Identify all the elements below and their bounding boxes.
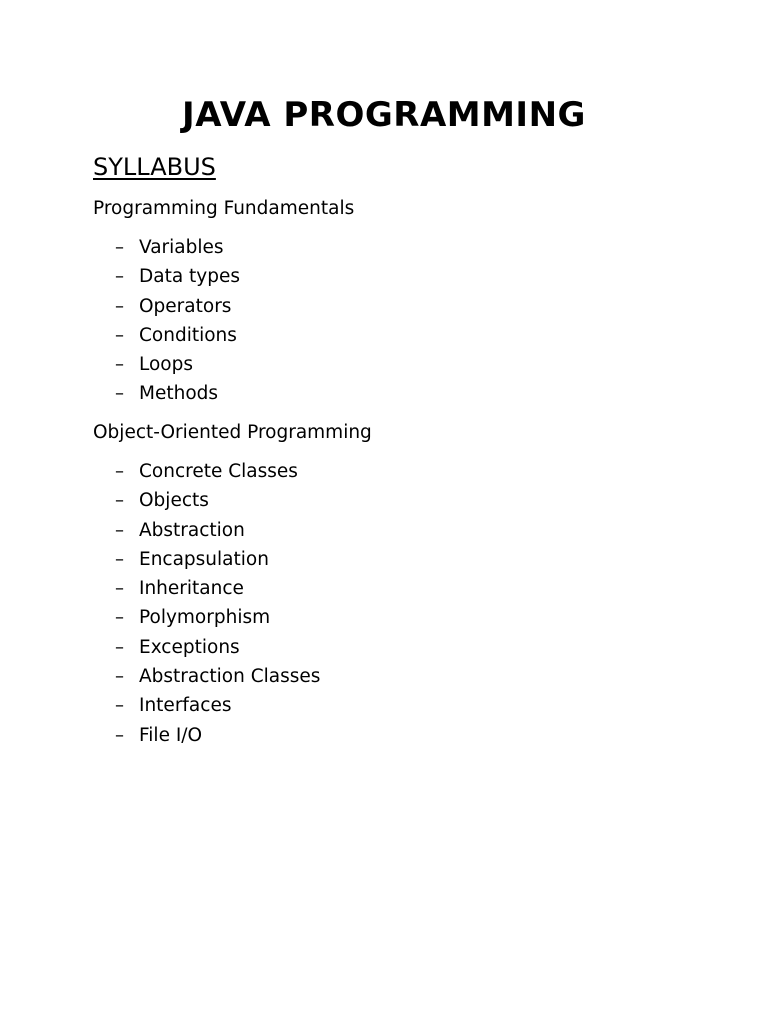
syllabus-heading: SYLLABUS (93, 153, 216, 181)
list-item (93, 324, 693, 353)
topic-label: Concrete Classes (139, 461, 298, 482)
topic-label: Interfaces (139, 695, 232, 717)
list-item (93, 489, 693, 518)
topic-label: Abstraction (139, 519, 245, 541)
list-item (93, 636, 693, 665)
list-item (93, 577, 693, 606)
topic-list (93, 236, 693, 412)
topic-label: Objects (139, 490, 209, 512)
dash-bullet-icon: – (115, 324, 124, 346)
topic-label: Variables (139, 237, 224, 258)
section-programming-fundamentals (93, 197, 693, 412)
topic-label: Polymorphism (139, 607, 271, 629)
dash-bullet-icon: – (115, 548, 124, 570)
list-item (93, 265, 693, 294)
dash-bullet-icon: – (115, 266, 124, 288)
list-item (93, 519, 693, 548)
list-item (93, 236, 693, 265)
topic-label: Encapsulation (139, 548, 269, 570)
list-item (93, 694, 693, 723)
dash-bullet-icon: – (115, 519, 124, 541)
list-item (93, 606, 693, 635)
dash-bullet-icon: – (115, 636, 124, 658)
topic-label: Loops (139, 354, 194, 376)
topic-list (93, 460, 693, 753)
dash-bullet-icon: – (115, 724, 124, 746)
topic-label: Exceptions (139, 636, 240, 658)
dash-bullet-icon: – (115, 354, 124, 376)
dash-bullet-icon: – (115, 383, 124, 405)
document-title: JAVA PROGRAMMING (182, 95, 586, 135)
list-item (93, 665, 693, 694)
topic-label: Methods (139, 383, 219, 405)
list-item (93, 382, 693, 411)
list-item (93, 548, 693, 577)
list-item (93, 724, 693, 753)
topic-label: Data types (139, 266, 241, 288)
section-heading: Object-Oriented Programming (93, 422, 372, 443)
dash-bullet-icon: – (115, 578, 124, 600)
topic-label: Operators (139, 295, 232, 317)
topic-label: Abstraction Classes (139, 666, 321, 688)
list-item (93, 295, 693, 324)
section-heading: Programming Fundamentals (93, 198, 355, 219)
topic-label: Conditions (139, 324, 237, 346)
dash-bullet-icon: – (115, 695, 124, 717)
topic-label: File I/O (139, 724, 203, 746)
list-item (93, 353, 693, 382)
dash-bullet-icon: – (115, 237, 124, 258)
topic-label: Inheritance (139, 578, 244, 600)
dash-bullet-icon: – (115, 295, 124, 317)
dash-bullet-icon: – (115, 666, 124, 688)
section-object-oriented-programming (93, 421, 693, 753)
dash-bullet-icon: – (115, 607, 124, 629)
list-item (93, 460, 693, 489)
dash-bullet-icon: – (115, 490, 124, 512)
dash-bullet-icon: – (115, 461, 124, 482)
